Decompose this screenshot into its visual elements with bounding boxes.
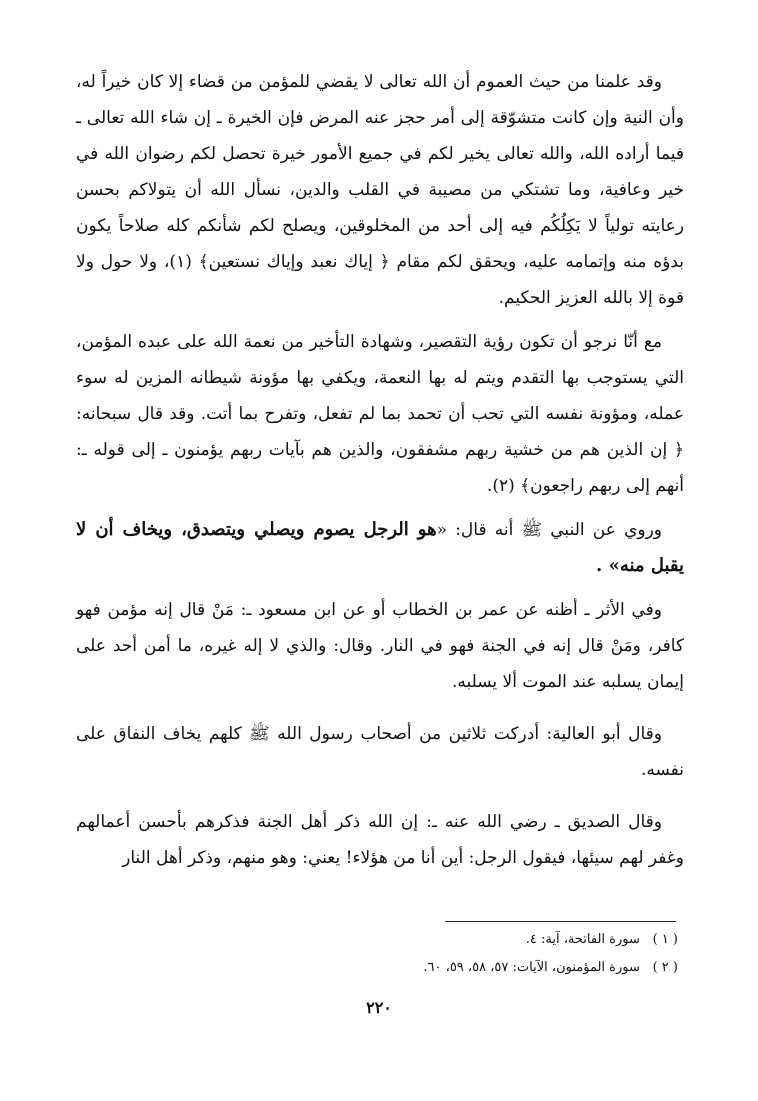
footnote-number: ( ٢ ) xyxy=(652,960,678,975)
paragraph-6: وقال الصديق ـ رضي الله عنه ـ: إن الله ذكر أهل الجنة فذكرهم بأحسن أعمالهم وغفر لهم سيئها، فيقول الرجل: أين أنا من هؤلاء! يعني: وهو منهم، وذكر أهل النار xyxy=(76,812,684,868)
page-number: ٢٢٠ xyxy=(366,998,392,1017)
hadith-close: » . xyxy=(596,555,620,576)
paragraph-1: وقد علمنا من حيث العموم أن الله تعالى لا يقضي للمؤمن من قضاء إلا كان خيراً له، وأن النية وإن كانت متشوّقة إلى أمر حجز عنه المرض فإن الخيرة ـ إن شاء الله تعالى ـ فيما أراده الله، والله تعالى يخير لكم في جميع الأمور خيرة تحصل لكم رضوان الله في خير وعافية، وما تشتكي من مصيبة في القلب والدين، نسأل الله أن يتولاكم بحسن رعايته تولياً لا يَكِلُكُم فيه إلى أحد من المخلوقين، ويصلح لكم شأنكم كله صلاحاً يكون بدؤه منه وإتمامه عليه، ويحقق لكم مقام ﴿ إياك نعبد وإياك نستعين﴾ (١)، ولا حول ولا قوة إلا بالله العزيز الحكيم. xyxy=(76,72,684,308)
paragraph-4: وفي الأثر ـ أظنه عن عمر بن الخطاب أو عن ابن مسعود ـ: مَنْ قال إنه مؤمن فهو كافر، ومَنْ قال إنه في الجنة فهو في النار. وقال: والذي لا إله غيره، ما أمن أحد على إيمان يسلبه عند الموت ألا يسلبه. xyxy=(76,600,684,692)
footnote-number: ( ١ ) xyxy=(652,932,678,947)
footnote-text: سورة الفاتحة، آية: ٤. xyxy=(525,932,640,947)
paragraph-5: وقال أبو العالية: أدركت ثلاثين من أصحاب رسول الله ﷺ كلهم يخاف النفاق على نفسه. xyxy=(76,724,684,780)
hadith-text: هو الرجل يصوم ويصلي ويتصدق، ويخاف أن لا يقبل منه xyxy=(76,519,684,576)
footnote-divider xyxy=(445,921,676,922)
footnote-2 xyxy=(300,954,678,982)
footnotes xyxy=(300,926,678,982)
paragraph-2: مع أنّا نرجو أن تكون رؤية التقصير، وشهادة التأخير من نعمة الله على عبده المؤمن، التي يستوجب بها التقدم ويتم له بها النعمة، ويكفي بها مؤونة شيطانه المزين له سوء عمله، ومؤونة نفسه التي تحب أن تحمد بما لم تفعل، وتفرح بما أتت. وقد قال سبحانه: ﴿ إن الذين هم من خشية ربهم مشفقون، والذين هم بآيات ربهم يؤمنون ـ إلى قوله ـ: أنهم إلى ربهم راجعون﴾ (٢). xyxy=(76,332,684,496)
hadith-intro: وروي عن النبي ﷺ أنه قال: « xyxy=(436,520,662,540)
paragraph-3 xyxy=(76,512,684,584)
footnote-text: سورة المؤمنون، الآيات: ٥٧، ٥٨، ٥٩، ٦٠. xyxy=(423,960,640,975)
footnote-1 xyxy=(300,926,678,954)
main-text xyxy=(76,64,684,876)
